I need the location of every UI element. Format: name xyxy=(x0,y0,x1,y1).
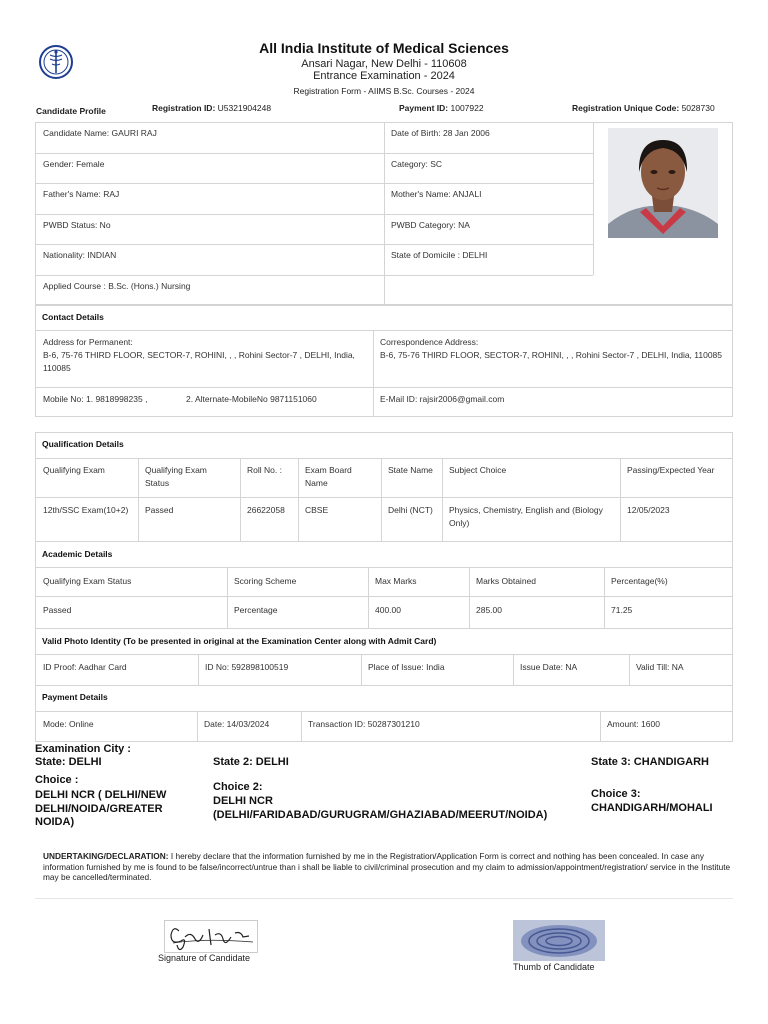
institute-address: Ansari Nagar, New Delhi - 110608 xyxy=(301,58,467,70)
qual-header-state: State Name xyxy=(388,465,433,475)
academic-details-title: Academic Details xyxy=(42,549,113,559)
form-title: Registration Form - AIIMS B.Sc. Courses - 2024 xyxy=(293,86,475,96)
exam-city-choice-2-label: Choice 2: xyxy=(213,781,263,793)
exam-city-title: Examination City : xyxy=(35,743,131,755)
gender: Gender: Female xyxy=(43,159,105,169)
category: Category: SC xyxy=(391,159,443,169)
permanent-address-label: Address for Permanent: xyxy=(43,337,133,347)
date-of-birth: Date of Birth: 28 Jan 2006 xyxy=(391,128,490,138)
payment-date: Date: 14/03/2024 xyxy=(204,719,270,729)
qual-header-year: Passing/Expected Year xyxy=(627,465,715,475)
qual-cell-state: Delhi (NCT) xyxy=(388,505,433,515)
exam-city-choice-3-label: Choice 3: xyxy=(591,788,641,800)
valid-till: Valid Till: NA xyxy=(636,662,684,672)
institute-title: All India Institute of Medical Sciences xyxy=(259,40,509,56)
qual-cell-exam: 12th/SSC Exam(10+2) xyxy=(43,505,129,515)
photo-identity-title: Valid Photo Identity (To be presented in original at the Examination Center along with Admit Card) xyxy=(42,636,437,646)
exam-city-state-2: State 2: DELHI xyxy=(213,756,289,768)
transaction-id: Transaction ID: 50287301210 xyxy=(308,719,420,729)
contact-details-title: Contact Details xyxy=(42,312,104,322)
registration-id: Registration ID: U5321904248 xyxy=(152,103,272,113)
qual-header-subject: Subject Choice xyxy=(449,465,507,475)
acad-cell-scheme: Percentage xyxy=(234,605,278,615)
qual-header-exam: Qualifying Exam xyxy=(43,465,105,475)
exam-title: Entrance Examination - 2024 xyxy=(313,70,455,82)
registration-unique-code: Registration Unique Code: 5028730 xyxy=(572,103,715,113)
exam-city-state-1: State: DELHI xyxy=(35,756,102,768)
declaration: UNDERTAKING/DECLARATION: I hereby declare that the information furnished by me in the Registration/Application Form is correct and nothing has been concealed. In case any information furnished by me is found to be false/incorrect/untrue than i shall be liable to civil/criminal prosecution and my claim to admission/appointment/registration/ service in the Institute may be cancelled/terminated. xyxy=(43,851,731,882)
correspondence-address: B-6, 75-76 THIRD FLOOR, SECTOR-7, ROHINI, , , Rohini Sector-7 , DELHI, India, 110085 xyxy=(380,350,723,360)
acad-cell-max: 400.00 xyxy=(375,605,401,615)
nationality: Nationality: INDIAN xyxy=(43,250,117,260)
qual-cell-status: Passed xyxy=(145,505,174,515)
qual-cell-subject: Physics, Chemistry, English and (Biology Only) xyxy=(449,505,603,528)
exam-city-choice-1-label: Choice : xyxy=(35,774,79,786)
thumb-caption: Thumb of Candidate xyxy=(513,962,595,972)
acad-header-percentage: Percentage(%) xyxy=(611,576,668,586)
qualification-details-title: Qualification Details xyxy=(42,439,124,449)
qual-header-roll: Roll No. : xyxy=(247,465,282,475)
payment-mode: Mode: Online xyxy=(43,719,94,729)
qual-cell-year: 12/05/2023 xyxy=(627,505,670,515)
acad-cell-obtained: 285.00 xyxy=(476,605,502,615)
place-of-issue: Place of Issue: India xyxy=(368,662,445,672)
mobile-number: Mobile No: 1. 9818998235 , xyxy=(43,394,148,404)
exam-city-choice-2: DELHI NCR (DELHI/FARIDABAD/GURUGRAM/GHAZIABAD/MEERUT/NOIDA) xyxy=(213,795,548,821)
alternate-mobile-number: 2. Alternate-MobileNo 9871151060 xyxy=(186,394,317,404)
signature-caption: Signature of Candidate xyxy=(158,953,251,963)
payment-amount: Amount: 1600 xyxy=(607,719,660,729)
correspondence-address-label: Correspondence Address: xyxy=(380,337,479,347)
id-number: ID No: 592898100519 xyxy=(205,662,289,672)
acad-header-status: Qualifying Exam Status xyxy=(43,576,132,586)
id-proof: ID Proof: Aadhar Card xyxy=(43,662,127,672)
father-name: Father's Name: RAJ xyxy=(43,189,120,199)
acad-header-scheme: Scoring Scheme xyxy=(234,576,297,586)
acad-header-obtained: Marks Obtained xyxy=(476,576,536,586)
candidate-thumb-impression xyxy=(513,920,605,961)
pwbd-status: PWBD Status: No xyxy=(43,220,111,230)
issue-date: Issue Date: NA xyxy=(520,662,578,672)
payment-details-title: Payment Details xyxy=(42,692,108,702)
pwbd-category: PWBD Category: NA xyxy=(391,220,470,230)
state-of-domicile: State of Domicile : DELHI xyxy=(391,250,488,260)
exam-city-choice-3: CHANDIGARH/MOHALI xyxy=(591,802,713,814)
candidate-profile-label: Candidate Profile xyxy=(36,106,106,116)
exam-city-state-3: State 3: CHANDIGARH xyxy=(591,756,709,768)
exam-city-choice-1: DELHI NCR ( DELHI/NEW DELHI/NOIDA/GREATER NOIDA) xyxy=(35,789,167,828)
candidate-signature xyxy=(164,920,258,953)
candidate-photo xyxy=(608,128,718,238)
permanent-address: B-6, 75-76 THIRD FLOOR, SECTOR-7, ROHINI, , , Rohini Sector-7 , DELHI, India, 110085 xyxy=(43,350,355,373)
acad-cell-percentage: 71.25 xyxy=(611,605,633,615)
mother-name: Mother's Name: ANJALI xyxy=(391,189,482,199)
applied-course: Applied Course : B.Sc. (Hons.) Nursing xyxy=(43,281,191,291)
candidate-name: Candidate Name: GAURI RAJ xyxy=(43,128,157,138)
payment-id: Payment ID: 1007922 xyxy=(399,103,484,113)
qual-cell-roll: 26622058 xyxy=(247,505,285,515)
qual-cell-board: CBSE xyxy=(305,505,329,515)
email-id: E-Mail ID: rajsir2006@gmail.com xyxy=(380,394,505,404)
qual-header-board: Exam Board Name xyxy=(305,465,352,488)
page-header xyxy=(0,40,768,96)
acad-cell-status: Passed xyxy=(43,605,72,615)
acad-header-max: Max Marks xyxy=(375,576,417,586)
qual-header-status: Qualifying Exam Status xyxy=(145,465,207,488)
